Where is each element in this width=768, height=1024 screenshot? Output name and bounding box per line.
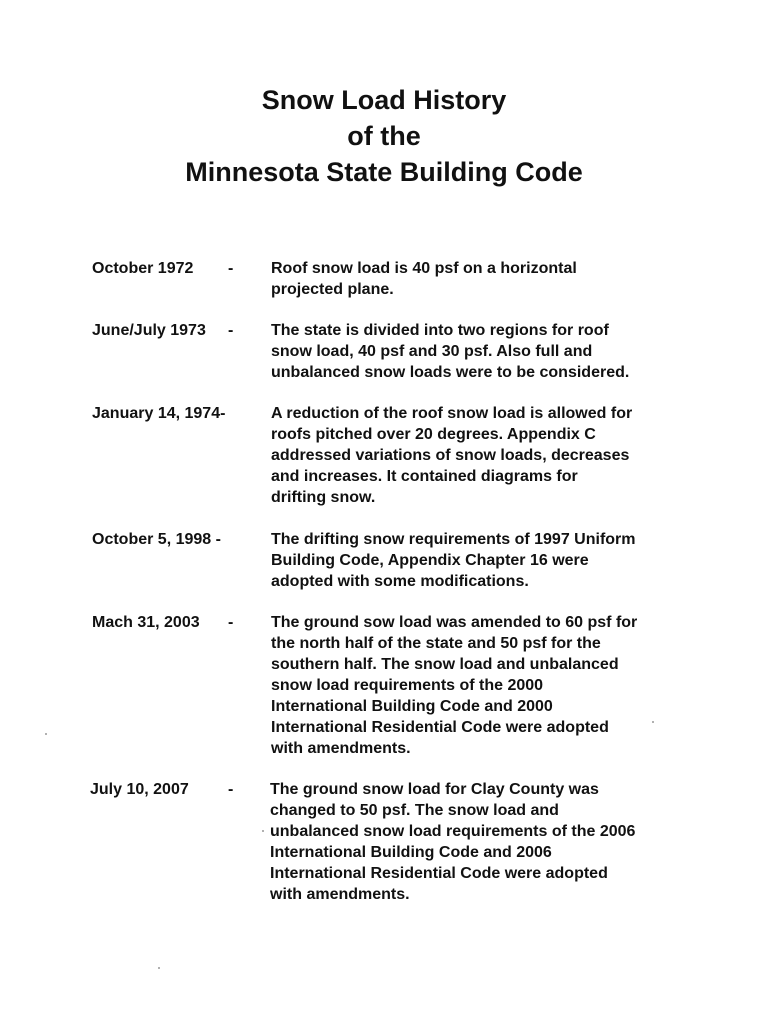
description-line: The ground sow load was amended to 60 psf for [271, 614, 638, 631]
description-line: unbalanced snow loads were to be considered. [271, 364, 630, 381]
description-line: International Residential Code were adopted [271, 719, 609, 736]
scan-speck [262, 830, 264, 832]
description-line: addressed variations of snow loads, decreases [271, 447, 630, 464]
description-line: roofs pitched over 20 degrees. Appendix C [271, 426, 596, 443]
entry-date: January 14, 1974- [92, 405, 226, 422]
entry-dash: - [228, 614, 234, 631]
scan-speck [652, 721, 654, 723]
title-line-1: Snow Load History [261, 85, 507, 115]
entry-description [271, 403, 681, 508]
scan-speck [45, 733, 47, 735]
description-line: the north half of the state and 50 psf for the [271, 635, 601, 652]
description-line: with amendments. [271, 740, 411, 757]
entry-description [271, 612, 681, 759]
entry-date: October 1972 [92, 260, 194, 277]
entry-date: June/July 1973 [92, 322, 206, 339]
description-line: International Building Code and 2006 [270, 844, 552, 861]
entry-description [270, 779, 680, 905]
entry-dash: - [228, 781, 234, 798]
description-line: with amendments. [270, 886, 410, 903]
description-line: projected plane. [271, 281, 394, 298]
scan-speck [158, 967, 160, 969]
title-line-3: Minnesota State Building Code [185, 157, 583, 187]
description-line: The ground snow load for Clay County was [270, 781, 599, 798]
description-line: and increases. It contained diagrams for [271, 468, 578, 485]
entry-dash: - [228, 260, 234, 277]
description-line: unbalanced snow load requirements of the 2006 [270, 823, 636, 840]
description-line: snow load requirements of the 2000 [271, 677, 544, 694]
description-line: International Residential Code were adopted [270, 865, 608, 882]
description-line: International Building Code and 2000 [271, 698, 553, 715]
description-line: The drifting snow requirements of 1997 Uniform [271, 531, 636, 548]
entry-date: Mach 31, 2003 [92, 614, 200, 631]
description-line: Roof snow load is 40 psf on a horizontal [271, 260, 577, 277]
description-line: southern half. The snow load and unbalanced [271, 656, 619, 673]
description-line: A reduction of the roof snow load is allowed for [271, 405, 633, 422]
entry-dash: - [228, 322, 234, 339]
description-line: snow load, 40 psf and 30 psf. Also full and [271, 343, 593, 360]
entry-description [271, 320, 681, 383]
entry-date: July 10, 2007 [90, 781, 189, 798]
description-line: adopted with some modifications. [271, 573, 529, 590]
page-title [0, 82, 768, 190]
description-line: The state is divided into two regions for roof [271, 322, 609, 339]
entry-description [271, 529, 681, 592]
description-line: changed to 50 psf. The snow load and [270, 802, 559, 819]
entry-date: October 5, 1998 - [92, 531, 221, 548]
entry-description [271, 258, 681, 300]
description-line: drifting snow. [271, 489, 376, 506]
description-line: Building Code, Appendix Chapter 16 were [271, 552, 589, 569]
title-line-2: of the [347, 121, 421, 151]
